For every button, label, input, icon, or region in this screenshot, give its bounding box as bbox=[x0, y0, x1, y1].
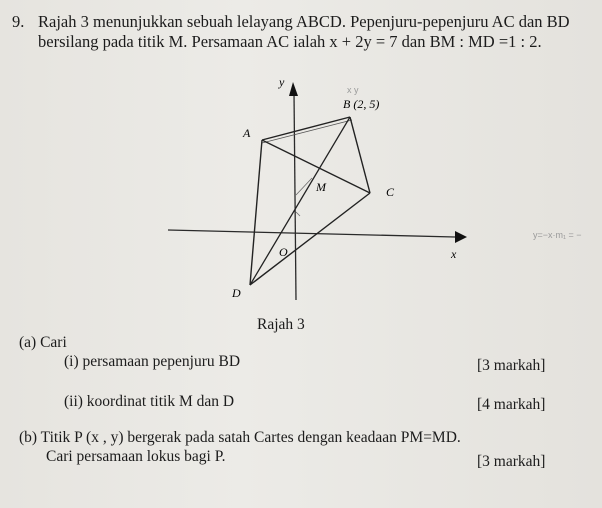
side-ab-pencil bbox=[262, 120, 352, 143]
x-axis bbox=[168, 230, 455, 237]
x-axis-arrow bbox=[455, 231, 467, 243]
label-point-m: M bbox=[316, 180, 326, 194]
pencil-note-near-b: x y bbox=[347, 85, 359, 95]
part-a-ii-text: (ii) koordinat titik M dan D bbox=[64, 393, 235, 410]
side-cd bbox=[250, 193, 370, 285]
y-axis bbox=[294, 92, 296, 300]
part-a-label: (a) Cari bbox=[19, 334, 67, 351]
y-axis-arrow bbox=[289, 82, 298, 96]
question-number: 9. bbox=[12, 12, 25, 31]
label-axis-y: y bbox=[279, 75, 285, 89]
part-a-ii-marks: [4 markah] bbox=[477, 396, 546, 413]
label-origin: O bbox=[279, 245, 288, 259]
label-point-a: A bbox=[243, 126, 251, 140]
label-point-c: C bbox=[386, 185, 395, 199]
part-b-text-line-2: Cari persamaan lokus bagi P. bbox=[46, 448, 226, 465]
side-ab bbox=[262, 117, 350, 140]
part-b-marks: [3 markah] bbox=[477, 453, 546, 470]
part-a-i-text: (i) persamaan pepenjuru BD bbox=[64, 353, 241, 370]
label-point-b: B (2, 5) bbox=[343, 97, 380, 111]
part-b-text-line-1: (b) Titik P (x , y) bergerak pada satah Cartes dengan keadaan PM=MD. bbox=[19, 429, 461, 446]
side-da bbox=[250, 140, 262, 285]
side-bc bbox=[350, 117, 370, 193]
question-text-line-1: Rajah 3 menunjukkan sebuah lelayang ABCD. Pepenjuru-pepenjuru AC dan BD bbox=[38, 12, 570, 31]
figure-caption: Rajah 3 bbox=[257, 316, 305, 333]
label-point-d: D bbox=[232, 286, 241, 300]
part-a-i-marks: [3 markah] bbox=[477, 357, 546, 374]
label-axis-x: x bbox=[451, 247, 457, 261]
pencil-note-margin: y=−x·m₁ = − bbox=[533, 230, 582, 240]
question-text-line-2: bersilang pada titik M. Persamaan AC ialah x + 2y = 7 dan BM : MD =1 : 2. bbox=[38, 32, 542, 51]
